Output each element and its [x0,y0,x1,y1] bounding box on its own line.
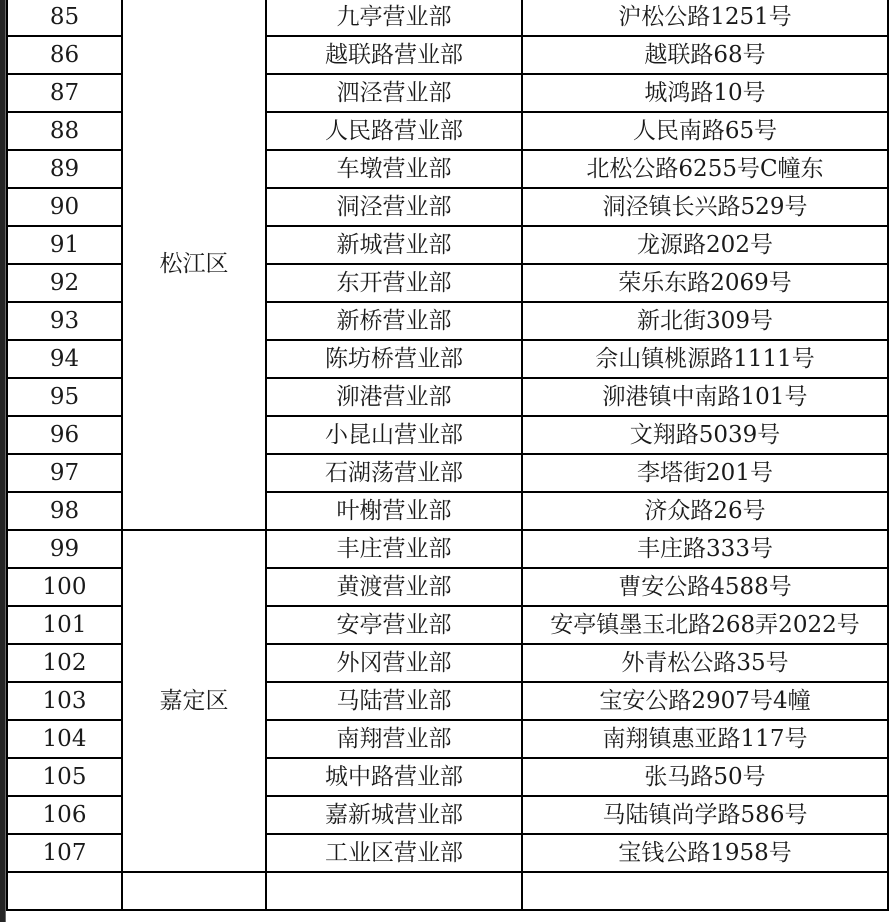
branch-name-cell: 泖港营业部 [266,378,522,416]
branch-name-cell: 九亭营业部 [266,0,522,36]
branch-name-cell: 丰庄营业部 [266,530,522,568]
branch-name-cell: 黄渡营业部 [266,568,522,606]
branch-address-cell: 龙源路202号 [522,226,888,264]
branch-address-cell: 佘山镇桃源路1111号 [522,340,888,378]
row-number-cell: 91 [7,226,122,264]
branch-address-cell: 外青松公路35号 [522,644,888,682]
row-number-cell: 104 [7,720,122,758]
branch-name-cell: 外冈营业部 [266,644,522,682]
empty-cell [522,872,888,910]
branch-address-cell: 马陆镇尚学路586号 [522,796,888,834]
branch-address-cell: 城鸿路10号 [522,74,888,112]
branch-address-cell: 越联路68号 [522,36,888,74]
branch-name-cell: 嘉新城营业部 [266,796,522,834]
row-number-cell: 96 [7,416,122,454]
empty-cell [122,872,266,910]
branch-address-cell: 洞泾镇长兴路529号 [522,188,888,226]
branch-address-cell: 济众路26号 [522,492,888,530]
branch-address-cell: 文翔路5039号 [522,416,888,454]
row-number-cell: 99 [7,530,122,568]
row-number-cell: 98 [7,492,122,530]
empty-cell [266,872,522,910]
branch-table-body [7,0,888,910]
branch-address-cell: 北松公路6255号C幢东 [522,150,888,188]
row-number-cell: 102 [7,644,122,682]
branch-name-cell: 东开营业部 [266,264,522,302]
branch-address-cell: 张马路50号 [522,758,888,796]
table-row [7,530,888,568]
row-number-cell: 87 [7,74,122,112]
branch-address-cell: 南翔镇惠亚路117号 [522,720,888,758]
branch-address-cell: 沪松公路1251号 [522,0,888,36]
branch-table [6,0,889,911]
row-number-cell: 92 [7,264,122,302]
branch-address-cell: 人民南路65号 [522,112,888,150]
branch-name-cell: 马陆营业部 [266,682,522,720]
row-number-cell: 101 [7,606,122,644]
branch-address-cell: 宝钱公路1958号 [522,834,888,872]
branch-name-cell: 工业区营业部 [266,834,522,872]
table-row [7,0,888,36]
empty-cell [7,872,122,910]
branch-address-cell: 丰庄路333号 [522,530,888,568]
row-number-cell: 105 [7,758,122,796]
branch-name-cell: 叶榭营业部 [266,492,522,530]
row-number-cell: 86 [7,36,122,74]
branch-name-cell: 城中路营业部 [266,758,522,796]
row-number-cell: 89 [7,150,122,188]
branch-address-cell: 李塔街201号 [522,454,888,492]
branch-address-cell: 泖港镇中南路101号 [522,378,888,416]
branch-name-cell: 小昆山营业部 [266,416,522,454]
branch-name-cell: 人民路营业部 [266,112,522,150]
row-number-cell: 100 [7,568,122,606]
branch-table-container [6,0,889,911]
branch-name-cell: 新桥营业部 [266,302,522,340]
branch-name-cell: 越联路营业部 [266,36,522,74]
row-number-cell: 90 [7,188,122,226]
table-row-cutoff [7,872,888,910]
row-number-cell: 93 [7,302,122,340]
row-number-cell: 106 [7,796,122,834]
row-number-cell: 97 [7,454,122,492]
branch-address-cell: 荣乐东路2069号 [522,264,888,302]
row-number-cell: 88 [7,112,122,150]
branch-name-cell: 南翔营业部 [266,720,522,758]
row-number-cell: 107 [7,834,122,872]
branch-name-cell: 石湖荡营业部 [266,454,522,492]
branch-name-cell: 陈坊桥营业部 [266,340,522,378]
branch-name-cell: 车墩营业部 [266,150,522,188]
row-number-cell: 103 [7,682,122,720]
branch-address-cell: 曹安公路4588号 [522,568,888,606]
row-number-cell: 95 [7,378,122,416]
district-cell: 松江区 [122,0,266,530]
branch-address-cell: 安亭镇墨玉北路268弄2022号 [522,606,888,644]
district-cell: 嘉定区 [122,530,266,872]
branch-name-cell: 洞泾营业部 [266,188,522,226]
branch-address-cell: 新北街309号 [522,302,888,340]
branch-name-cell: 泗泾营业部 [266,74,522,112]
branch-address-cell: 宝安公路2907号4幢 [522,682,888,720]
row-number-cell: 94 [7,340,122,378]
branch-name-cell: 安亭营业部 [266,606,522,644]
branch-name-cell: 新城营业部 [266,226,522,264]
row-number-cell: 85 [7,0,122,36]
